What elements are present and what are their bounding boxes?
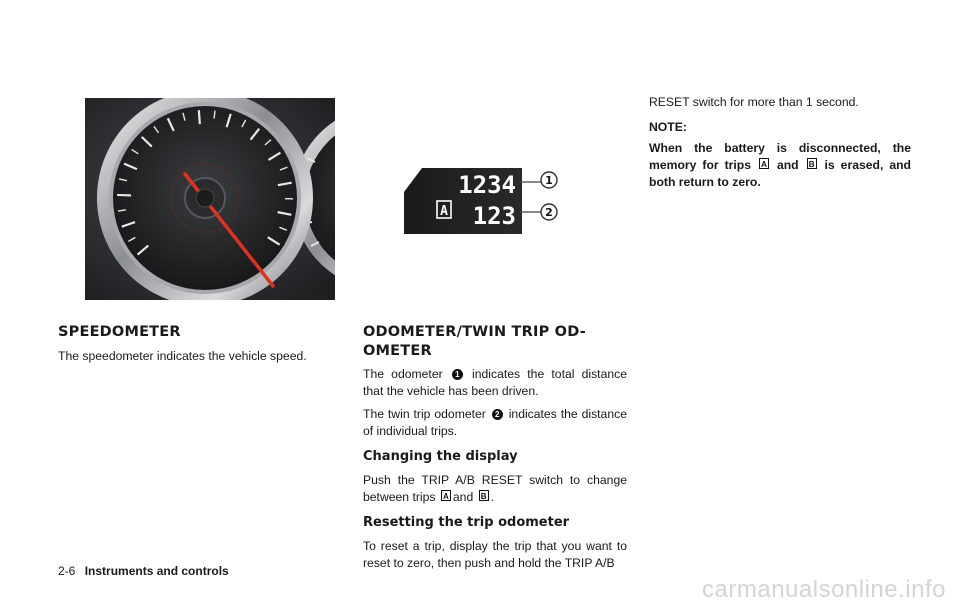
column-three — [649, 94, 911, 191]
odometer-display-image — [404, 168, 580, 236]
callout-1-number: 1 — [545, 174, 553, 187]
odometer-heading-line1: ODOMETER/TWIN TRIP OD- — [363, 324, 586, 340]
trip-b-badge: B — [479, 490, 489, 501]
page-number: 2-6 — [58, 564, 76, 578]
odometer-heading — [363, 323, 627, 361]
changing-display-and: and — [452, 490, 474, 504]
changing-display-heading: Changing the display — [363, 449, 518, 464]
changing-display-paragraph — [363, 472, 627, 506]
gauge-tick — [199, 110, 200, 124]
callout-2-number: 2 — [545, 206, 553, 219]
note-and: and — [776, 158, 799, 172]
speedometer-image — [85, 98, 335, 300]
resetting-paragraph: To reset a trip, display the trip that you want to reset to zero, then push and hold the TRIP A/B — [363, 539, 627, 570]
note-text-end: is erased, and both return to zero. — [649, 158, 911, 189]
page-footer — [58, 564, 229, 578]
changing-display-text: Push the TRIP A/B RESET switch to change between trips — [363, 473, 627, 504]
gauge-tick — [214, 111, 215, 119]
trip-indicator-label: A — [440, 204, 448, 219]
speedometer-gauge — [85, 98, 335, 300]
callout-2-badge: 2 — [492, 409, 503, 420]
trip-odometer-paragraph — [363, 406, 627, 440]
trip-odometer-text-end: indicates the distance of individual trips. — [363, 407, 627, 438]
resetting-paragraph-continued: RESET switch for more than 1 second. — [649, 95, 859, 109]
changing-display-period: . — [490, 490, 495, 504]
callout-1-badge: 1 — [452, 369, 463, 380]
odometer-heading-line2: OMETER — [363, 343, 432, 359]
trip-readout: 123 — [472, 202, 516, 230]
odometer-text-start: The odometer — [363, 367, 443, 381]
odometer-paragraph — [363, 366, 627, 400]
trip-a-badge: A — [441, 490, 451, 501]
note-trip-b-badge: B — [807, 158, 817, 169]
odometer-readout: 1234 — [458, 171, 516, 199]
resetting-heading: Resetting the trip odometer — [363, 515, 570, 530]
section-name: Instruments and controls — [84, 564, 229, 578]
speedometer-description: The speedometer indicates the vehicle speed. — [58, 349, 307, 363]
odometer-text-end: indicates the total distance that the vehicle has been driven. — [363, 367, 627, 398]
speedometer-heading: SPEEDOMETER — [58, 324, 181, 340]
trip-odometer-text-start: The twin trip odometer — [363, 407, 486, 421]
speedometer-section — [58, 323, 338, 371]
note-label: NOTE: — [649, 120, 687, 134]
watermark: carmanualsonline.info — [702, 576, 946, 603]
note-text-start: When the battery is disconnected, the memory for trips — [649, 141, 911, 172]
note-text — [649, 140, 911, 191]
odometer-section — [363, 323, 627, 578]
note-trip-a-badge: A — [759, 158, 769, 169]
